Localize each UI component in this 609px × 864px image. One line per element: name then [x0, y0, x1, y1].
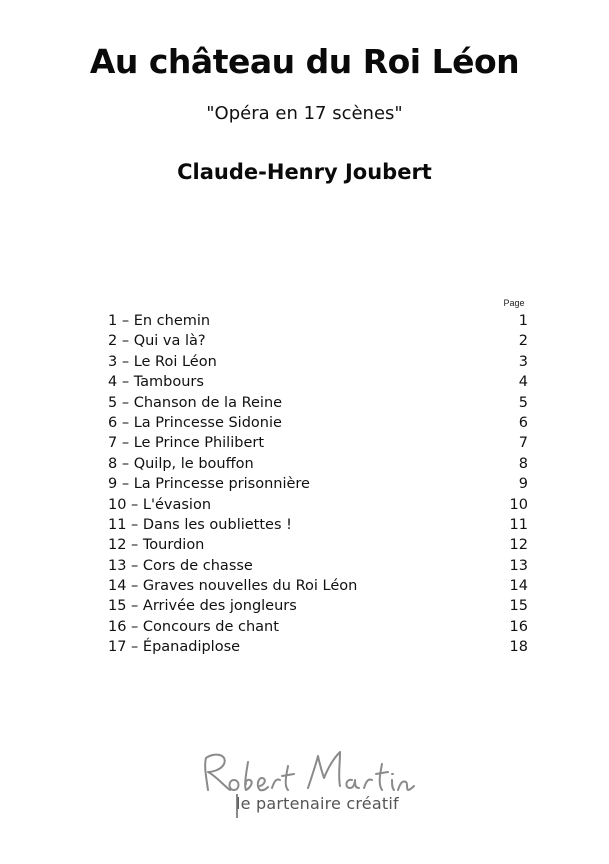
toc-entry-label: 17 – Épanadiplose [108, 639, 241, 656]
toc-entry-label: 11 – Dans les oubliettes ! [108, 516, 292, 533]
toc-entry [108, 535, 528, 555]
toc-entry-label: 10 – L'évasion [108, 496, 212, 513]
toc-entry-page: 4 [518, 374, 528, 391]
toc-entry [108, 413, 528, 433]
toc-entry [108, 352, 528, 372]
toc-entry [108, 637, 528, 657]
toc-entry [108, 596, 528, 616]
toc-entry-page: 3 [518, 353, 528, 370]
toc-entry [108, 454, 528, 474]
toc-entry-page: 6 [518, 414, 528, 431]
publisher-tagline: le partenaire créatif [236, 794, 399, 813]
toc-entry-label: 12 – Tourdion [108, 537, 205, 554]
composer-name: Claude-Henry Joubert [177, 160, 432, 184]
toc-entry [108, 576, 528, 596]
toc-entry-label: 2 – Qui va là? [108, 333, 206, 350]
toc-entry-label: 6 – La Princesse Sidonie [108, 414, 282, 431]
toc-entry-label: 15 – Arrivée des jongleurs [108, 598, 297, 615]
toc-entry-page: 7 [518, 435, 528, 452]
toc-entry-label: 9 – La Princesse prisonnière [108, 476, 310, 493]
toc-entry-page: 8 [518, 455, 528, 472]
toc-entry [108, 617, 528, 637]
toc-entry [108, 311, 528, 331]
toc-entry-label: 7 – Le Prince Philibert [108, 435, 265, 452]
toc-entry-page: 15 [509, 598, 528, 615]
toc-entry-label: 4 – Tambours [108, 374, 204, 391]
toc-entry-page: 5 [518, 394, 528, 411]
toc-entry [108, 495, 528, 515]
toc-entry-page: 2 [518, 333, 528, 350]
document-title: Au château du Roi Léon [89, 42, 520, 81]
toc-entry-page: 18 [509, 639, 528, 656]
toc-entry-label: 13 – Cors de chasse [108, 557, 253, 574]
toc-page-header: Page [503, 298, 525, 308]
toc-entry-page: 16 [509, 618, 528, 635]
toc-entry [108, 474, 528, 494]
toc-entry-label: 1 – En chemin [108, 313, 211, 329]
toc-entry [108, 393, 528, 413]
toc-entry-page: 1 [518, 313, 528, 329]
toc-entry-page: 13 [509, 557, 528, 574]
toc-entry [108, 372, 528, 392]
toc-entry-label: 8 – Quilp, le bouffon [108, 455, 254, 472]
toc-entry-label: 5 – Chanson de la Reine [108, 394, 283, 411]
toc-entry-label: 16 – Concours de chant [108, 618, 279, 635]
document-subtitle: "Opéra en 17 scènes" [206, 103, 403, 124]
toc-entry-page: 14 [509, 578, 528, 595]
toc-entry-page: 11 [509, 516, 528, 533]
toc-entry [108, 331, 528, 351]
toc-entry [108, 556, 528, 576]
toc-entry [108, 433, 528, 453]
table-of-contents [108, 311, 528, 658]
toc-entry-page: 12 [509, 537, 528, 554]
toc-entry [108, 515, 528, 535]
toc-entry-label: 14 – Graves nouvelles du Roi Léon [108, 578, 358, 595]
toc-entry-page: 10 [509, 496, 528, 513]
toc-entry-page: 9 [518, 476, 528, 493]
toc-entry-label: 3 – Le Roi Léon [108, 353, 217, 370]
robert-martin-signature-logo [190, 742, 420, 802]
publisher-logo [190, 742, 420, 832]
